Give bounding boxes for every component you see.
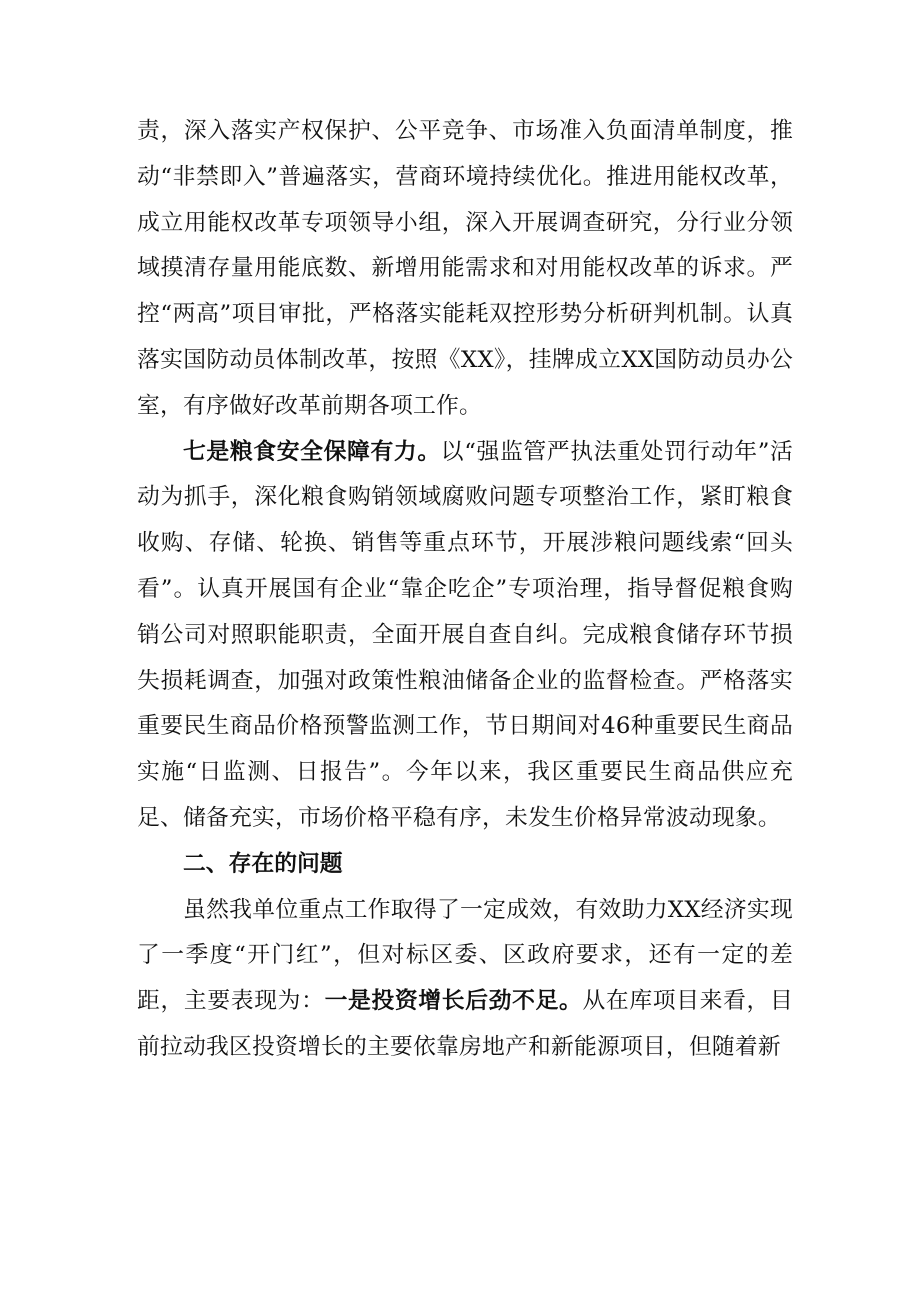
paragraph-text-before: 虽然我单位重点工作取得了一定成效，有效助力XX经济实现了一季度“开门红”，但对标区委、区政府要求，还有一定的差距，主要表现为：	[137, 896, 793, 1015]
paragraph-point-bold: 一是投资增长后劲不足。	[324, 988, 583, 1015]
paragraph-text: 以“强监管严执法重处罚行动年”活动为抓手，深化粮食购销领域腐败问题专项整治工作，紧盯粮食收购、存储、轮换、销售等重点环节，开展涉粮问题线索“回头看”。认真开展国有企业“靠企吃企”专项治理，指导督促粮食购销公司对照职能职责，全面开展自查自纠。完成粮食储存环节损失损耗调查，加强对政策性粮油储备企业的监督检查。严格落实重要民生商品价格预警监测工作，节日期间对46种重要民生商品实施“日监测、日报告”。今年以来，我区重要民生商品供应充足、储备充实，市场价格平稳有序，未发生价格异常波动现象。	[137, 438, 793, 831]
paragraph-text: 责，深入落实产权保护、公平竞争、市场准入负面清单制度，推动“非禁即入”普遍落实，营商环境持续优化。推进用能权改革，成立用能权改革专项领导小组，深入开展调查研究，分行业分领域摸清存量用能底数、新增用能需求和对用能权改革的诉求。严控“两高”项目审批，严格落实能耗双控形势分析研判机制。认真落实国防动员体制改革，按照《XX》，挂牌成立XX国防动员办公室，有序做好改革前期各项工作。	[137, 118, 793, 419]
paragraph-problems	[137, 888, 793, 1071]
paragraph-text-after: 从在库项目来看，目前拉动我区投资增长的主要依靠房地产和新能源项目，但随着新	[137, 988, 793, 1060]
section-heading: 二、存在的问题	[183, 850, 343, 877]
paragraph-continued	[137, 109, 793, 430]
paragraph-lead-bold: 七是粮食安全保障有力。	[183, 438, 441, 465]
document-body	[137, 109, 793, 1071]
paragraph-food-security	[137, 430, 793, 842]
